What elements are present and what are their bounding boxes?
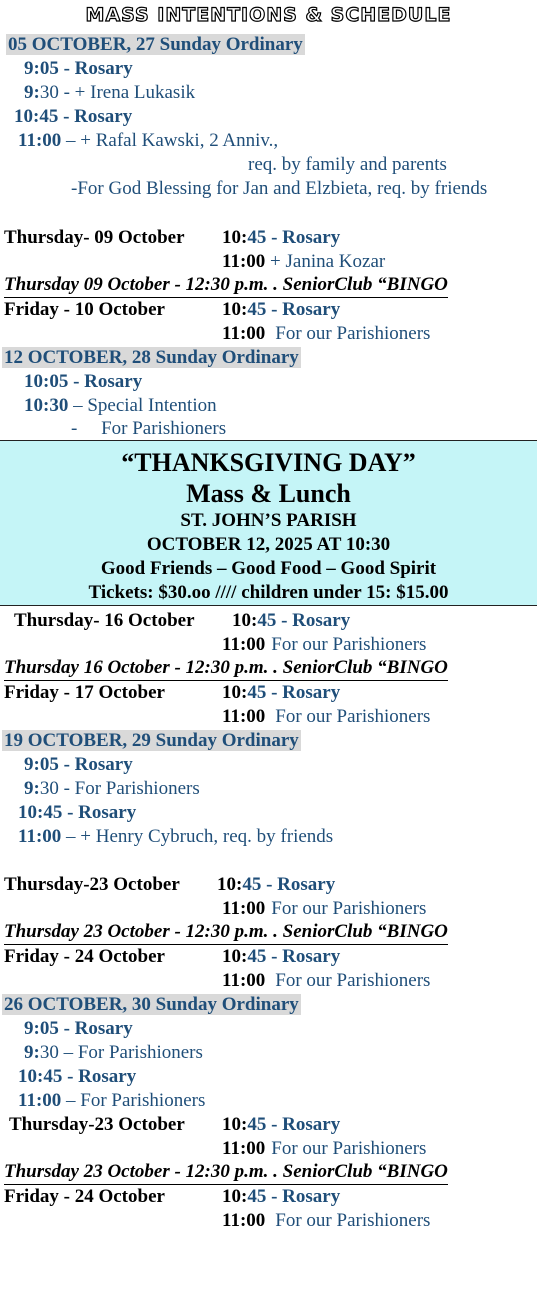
sunday-heading: 12 OCTOBER, 28 Sunday Ordinary: [4, 347, 299, 368]
weekday-label: Friday - 17 October: [4, 682, 165, 703]
mass-entry: 11:00 For our Parishioners: [222, 634, 427, 655]
bingo-notice: Thursday 23 October - 12:30 p.m. . SeniorClub “BINGO: [4, 920, 448, 945]
mass-entry: 11:00 For our Parishioners: [222, 898, 427, 919]
sunday-heading: 19 OCTOBER, 29 Sunday Ordinary: [4, 730, 299, 751]
page-title: MASS INTENTIONS & SCHEDULE: [85, 4, 452, 26]
banner-tickets: Tickets: $30.oo //// children under 15: $15.00: [88, 582, 449, 603]
weekday-label: Friday - 24 October: [4, 946, 165, 967]
sunday-heading: 26 OCTOBER, 30 Sunday Ordinary: [4, 994, 299, 1015]
banner-title: “THANKSGIVING DAY”: [121, 448, 416, 477]
thanksgiving-banner: [0, 440, 537, 606]
rosary-time: 10:45 - Rosary: [222, 946, 341, 967]
weekday-label: Thursday-23 October: [9, 1114, 185, 1135]
banner-subtitle: Mass & Lunch: [186, 479, 351, 508]
mass-entry: 11:00 For our Parishioners: [222, 970, 431, 991]
weekday-label: Friday - 10 October: [4, 299, 165, 320]
sunday-heading: 05 OCTOBER, 27 Sunday Ordinary: [8, 34, 303, 55]
rosary-time: 10:05 - Rosary: [24, 371, 143, 392]
banner-parish: ST. JOHN’S PARISH: [180, 510, 357, 531]
mass-intention-line: req. by family and parents: [248, 154, 447, 175]
mass-entry: 11:00 – + Henry Cybruch, req. by friends: [18, 826, 334, 847]
banner-tagline: Good Friends – Good Food – Good Spirit: [100, 558, 437, 579]
mass-entry: 9:30 - + Irena Lukasik: [24, 82, 196, 103]
bingo-notice: Thursday 23 October - 12:30 p.m. . SeniorClub “BINGO: [4, 1160, 448, 1185]
bingo-notice: Thursday 16 October - 12:30 p.m. . SeniorClub “BINGO: [4, 656, 448, 681]
mass-entry: 9:30 - For Parishioners: [24, 778, 200, 799]
mass-entry: 11:00 For our Parishioners: [222, 1138, 427, 1159]
weekday-label: Friday - 24 October: [4, 1186, 165, 1207]
mass-entry: 11:00 – For Parishioners: [18, 1090, 206, 1111]
mass-entry: 11:00 + Janina Kozar: [222, 251, 386, 272]
rosary-time: 10:45 - Rosary: [222, 227, 341, 248]
mass-entry: 10:30 – Special Intention: [24, 395, 217, 416]
rosary-time: 10:45 - Rosary: [232, 610, 351, 631]
weekday-label: Thursday- 16 October: [14, 610, 195, 631]
mass-intention-line: - For Parishioners: [71, 418, 227, 439]
banner-date: OCTOBER 12, 2025 AT 10:30: [146, 534, 391, 555]
rosary-time: 10:45 - Rosary: [18, 1066, 137, 1087]
weekday-label: Thursday- 09 October: [4, 227, 185, 248]
rosary-time: 10:45 - Rosary: [18, 802, 137, 823]
rosary-time: 10:45 - Rosary: [222, 1186, 341, 1207]
rosary-time: 10:45 - Rosary: [217, 874, 336, 895]
rosary-time: 9:05 - Rosary: [24, 1018, 133, 1039]
mass-intention-line: -For God Blessing for Jan and Elzbieta, req. by friends: [71, 178, 488, 199]
mass-entry: 11:00 For our Parishioners: [222, 706, 431, 727]
rosary-time: 10:45 - Rosary: [222, 682, 341, 703]
rosary-time: 10:45 - Rosary: [222, 1114, 341, 1135]
mass-entry: 9:30 – For Parishioners: [24, 1042, 203, 1063]
weekday-label: Thursday-23 October: [4, 874, 180, 895]
mass-entry: 11:00 – + Rafal Kawski, 2 Anniv.,: [18, 130, 279, 151]
bingo-notice: Thursday 09 October - 12:30 p.m. . SeniorClub “BINGO: [4, 273, 448, 298]
mass-entry: 11:00 For our Parishioners: [222, 323, 431, 344]
rosary-time: 10:45 - Rosary: [222, 299, 341, 320]
rosary-time: 10:45 - Rosary: [14, 106, 133, 127]
rosary-time: 9:05 - Rosary: [24, 58, 133, 79]
mass-entry: 11:00 For our Parishioners: [222, 1210, 431, 1231]
rosary-time: 9:05 - Rosary: [24, 754, 133, 775]
